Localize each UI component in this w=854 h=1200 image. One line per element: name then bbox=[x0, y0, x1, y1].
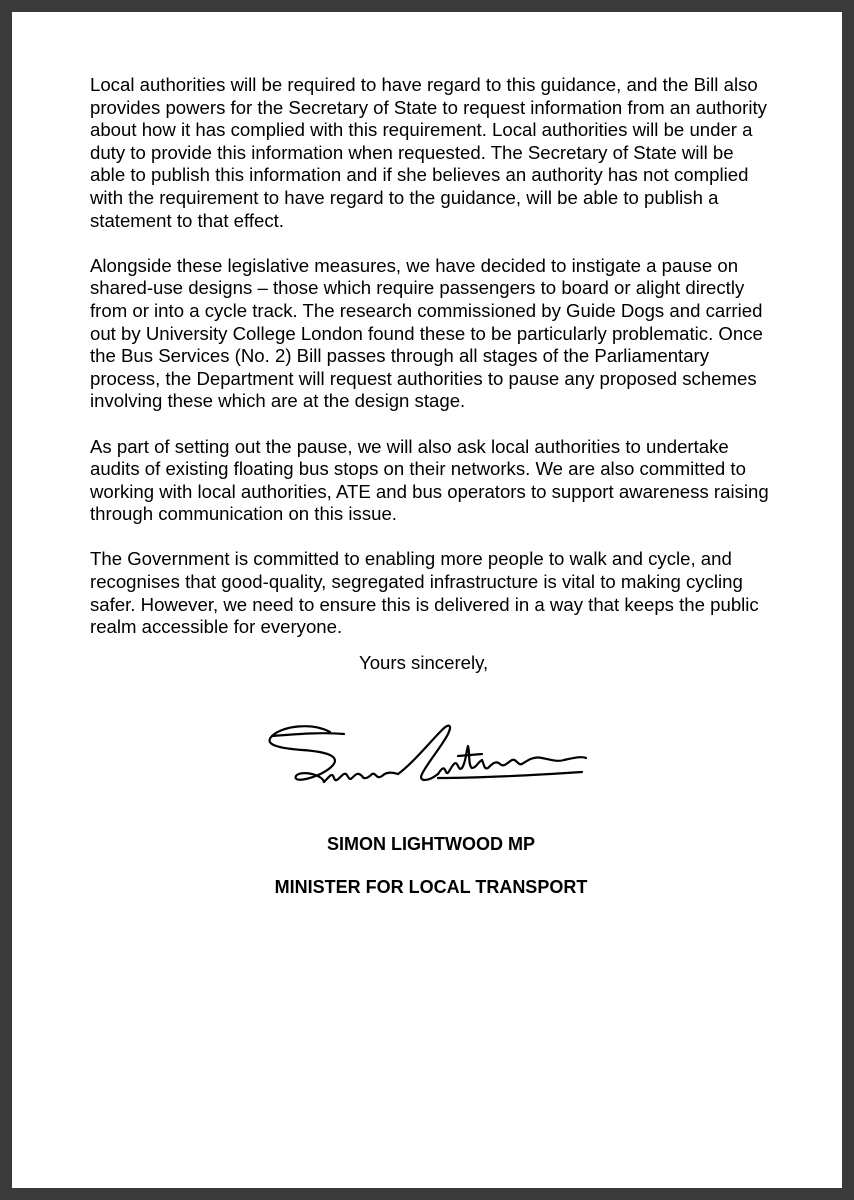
signatory-name: SIMON LIGHTWOOD MP bbox=[327, 834, 535, 854]
paragraph-regard-to-guidance: Local authorities will be required to have regard to this guidance, and the Bill also provides powers for the Secretary of State to request information from an authority about how it has complied with this requirement. Local authorities will be under a duty to provide this information when requested. The Secretary of State will be able to publish this information and if she believes an authority has not complied with the requirement to have regard to the guidance, will be able to publish a statement to that effect. bbox=[90, 74, 767, 231]
letter-page bbox=[12, 12, 842, 1188]
paragraph-pause-shared-use: Alongside these legislative measures, we have decided to instigate a pause on shared-use designs – those which require passengers to board or alight directly from or into a cycle track. The research commissioned by Guide Dogs and carried out by University College London found these to be particularly problematic. Once the Bus Services (No. 2) Bill passes through all stages of the Parliamentary process, the Department will request authorities to pause any proposed schemes involving these which are at the design stage. bbox=[90, 254, 763, 412]
letter-body bbox=[90, 74, 770, 661]
paragraph-government-commitment: The Government is committed to enabling more people to walk and cycle, and recognises that good-quality, segregated infrastructure is vital to making cycling safer. However, we need to ensure this is delivered in a way that keeps the public realm accessible for everyone. bbox=[90, 548, 759, 638]
handwritten-signature-icon bbox=[252, 712, 592, 802]
signatory-title: MINISTER FOR LOCAL TRANSPORT bbox=[274, 877, 588, 897]
paragraph-audits: As part of setting out the pause, we will also ask local authorities to undertake audits of existing floating bus stops on their networks. We are also committed to working with local authorities, ATE and bus operators to support awareness raising through communication on this issue. bbox=[90, 435, 769, 525]
closing-salutation: Yours sincerely, bbox=[359, 652, 489, 673]
